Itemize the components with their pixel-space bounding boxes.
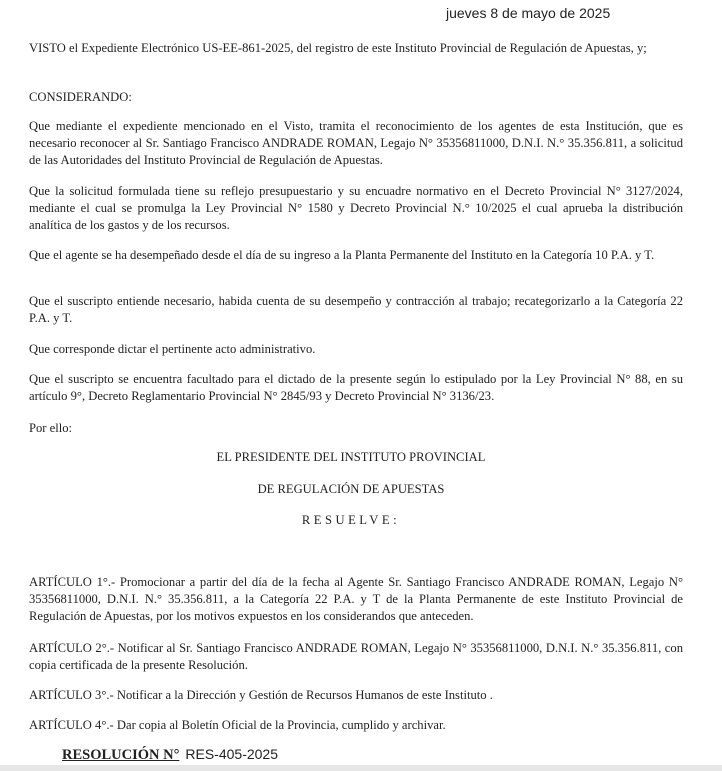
articulo-paragraph: ARTÍCULO 1°.- Promocionar a partir del día de la fecha al Agente Sr. Santiago Francisco ANDRADE ROMAN, Legajo N° 35356811000, D.N.I. N.° 35.356.811, a la Categoría 22 P.A. y T de la Planta Permanente de este Instituto Provincial de Regulación de Apuestas, por los motivos expuestos en los considerandos que anteceden. [29, 575, 683, 623]
authority-title-line-2: DE REGULACIÓN DE APUESTAS [257, 482, 445, 496]
por-ello-text: Por ello: [29, 421, 73, 435]
articulo-paragraph: ARTÍCULO 3°.- Notificar a la Dirección y Gestión de Recursos Humanos de este Instituto . [29, 688, 493, 702]
resolucion-label: RESOLUCIÓN N° [62, 747, 180, 763]
considerando-paragraph: Que corresponde dictar el pertinente acto administrativo. [29, 342, 316, 356]
considerando-paragraph: Que mediante el expediente mencionado en el Visto, tramita el reconocimiento de los agentes de esta Institución, que es necesario reconocer al Sr. Santiago Francisco ANDRADE ROMAN, Legajo N° 35356811000, D.N.I. N.° 35.356.811, a solicitud de las Autoridades del Instituto Provincial de Regulación de Apuestas. [29, 119, 683, 167]
considerando-paragraph: Que la solicitud formulada tiene su reflejo presupuestario y su encuadre normativo en el Decreto Provincial N° 3127/2024, mediante el cual se promulga la Ley Provincial N° 1580 y Decreto Provincial N.° 10/2025 el cual aprueba la distribución analítica de los gastos y de los recursos. [29, 184, 683, 232]
considerando-paragraph: Que el agente se ha desempeñado desde el día de su ingreso a la Planta Permanente del Instituto en la Categoría 10 P.A. y T. [29, 248, 655, 262]
page-bottom-edge [0, 765, 722, 771]
visto-paragraph: VISTO el Expediente Electrónico US-EE-861-2025, del registro de este Instituto Provincial de Regulación de Apuestas, y; [29, 41, 647, 55]
considerando-paragraph: Que el suscripto se encuentra facultado para el dictado de la presente según lo estipulado por la Ley Provincial N° 88, en su artículo 9°, Decreto Reglamentario Provincial N° 2845/93 y Decreto Provincial N° 3136/23. [29, 372, 683, 403]
resolucion-number-line [62, 746, 278, 764]
resolucion-number: RES-405-2025 [185, 746, 279, 762]
considerando-paragraph: Que el suscripto entiende necesario, habida cuenta de su desempeño y contracción al trabajo; recategorizarlo a la Categoría 22 P.A. y T. [29, 294, 683, 325]
considerando-heading: CONSIDERANDO: [29, 90, 132, 104]
articulo-paragraph: ARTÍCULO 2°.- Notificar al Sr. Santiago Francisco ANDRADE ROMAN, Legajo N° 35356811000, D.N.I. N.° 35.356.811, con copia certificada de la presente Resolución. [29, 641, 683, 672]
articulo-paragraph: ARTÍCULO 4°.- Dar copia al Boletín Oficial de la Provincia, cumplido y archivar. [29, 718, 446, 732]
document-date: jueves 8 de mayo de 2025 [446, 5, 611, 21]
resuelve-heading: RESUELVE: [301, 513, 401, 527]
authority-title-line-1: EL PRESIDENTE DEL INSTITUTO PROVINCIAL [216, 450, 486, 464]
